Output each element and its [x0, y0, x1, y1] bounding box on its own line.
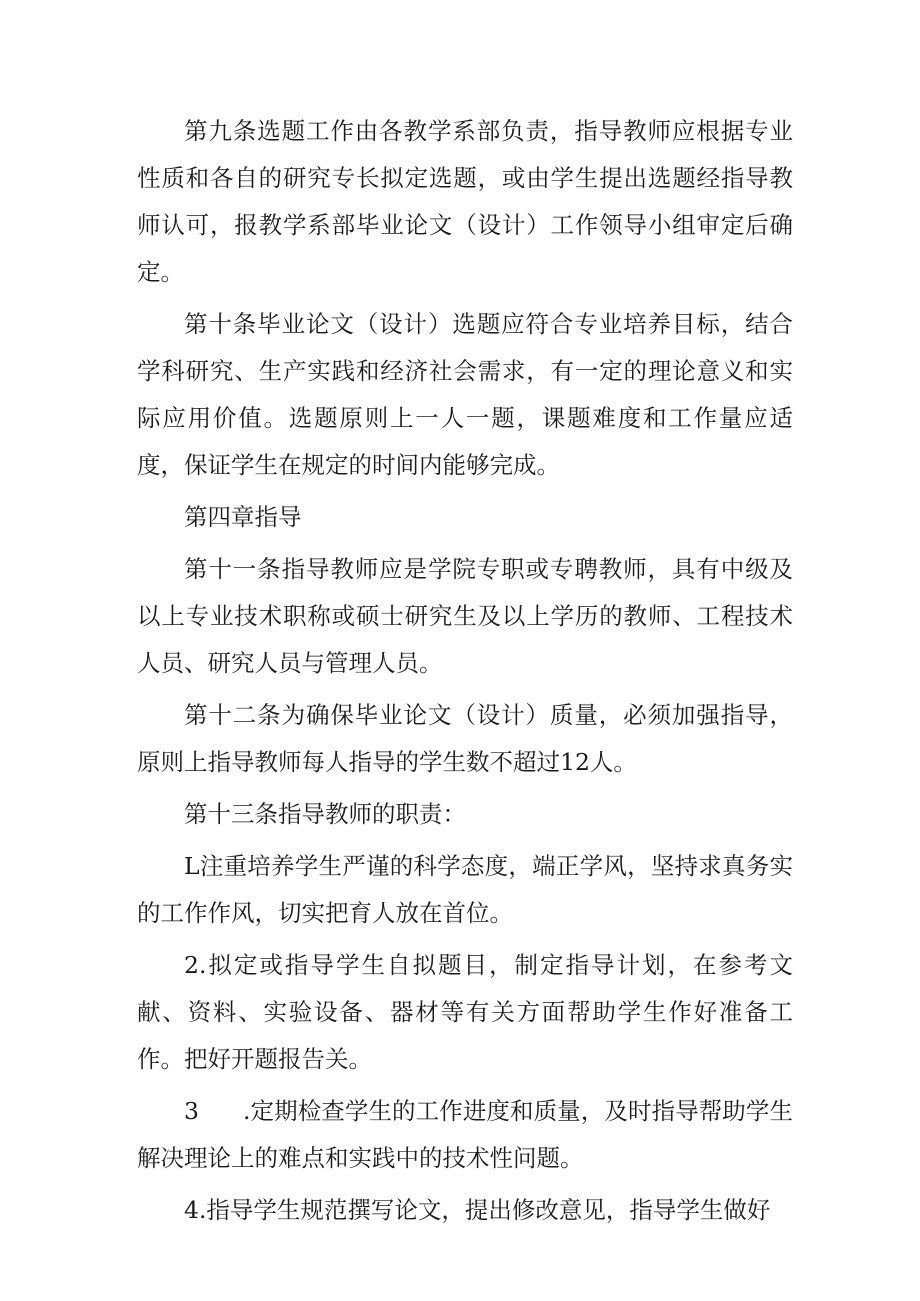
list-item-duty-1: L注重培养学生严谨的科学态度，端正学风，坚持求真务实的工作作风，切实把育人放在首位。: [137, 852, 793, 927]
list-item-duty-4: 4.指导学生规范撰写论文，提出修改意见，指导学生做好: [184, 1196, 771, 1224]
paragraph-article-9: 第九条选题工作由各教学系部负责，指导教师应根据专业性质和各自的研究专长拟定选题，或由学生提出选题经指导教师认可，报教学系部毕业论文（设计）工作领导小组审定后确定。: [137, 117, 793, 286]
list-item-number: 3: [184, 1097, 199, 1125]
chapter-heading: 第四章指导: [184, 503, 302, 531]
paragraph-article-12: 第十二条为确保毕业论文（设计）质量，必须加强指导，原则上指导教师每人指导的学生数不超过12人。: [137, 701, 793, 776]
paragraph-article-13: 第十三条指导教师的职责：: [184, 800, 466, 828]
paragraph-article-10: 第十条毕业论文（设计）选题应符合专业培养目标，结合学科研究、生产实践和经济社会需求，有一定的理论意义和实际应用价值。选题原则上一人一题，课题难度和工作量应适度，保证学生在规定的时间内能够完成。: [137, 310, 793, 479]
paragraph-article-11: 第十一条指导教师应是学院专职或专聘教师，具有中级及以上专业技术职称或硕士研究生及以上学历的教师、工程技术人员、研究人员与管理人员。: [137, 555, 793, 677]
document-body: [137, 108, 793, 1239]
list-item-duty-3: [137, 1088, 793, 1182]
list-item-text: .定期检查学生的工作进度和质量，及时指导帮助学生解决理论上的难点和实践中的技术性问题。: [137, 1097, 793, 1172]
list-item-duty-2: 2.拟定或指导学生自拟题目，制定指导计划，在参考文献、资料、实验设备、器材等有关方面帮助学生作好准备工作。把好开题报告关。: [137, 951, 793, 1073]
